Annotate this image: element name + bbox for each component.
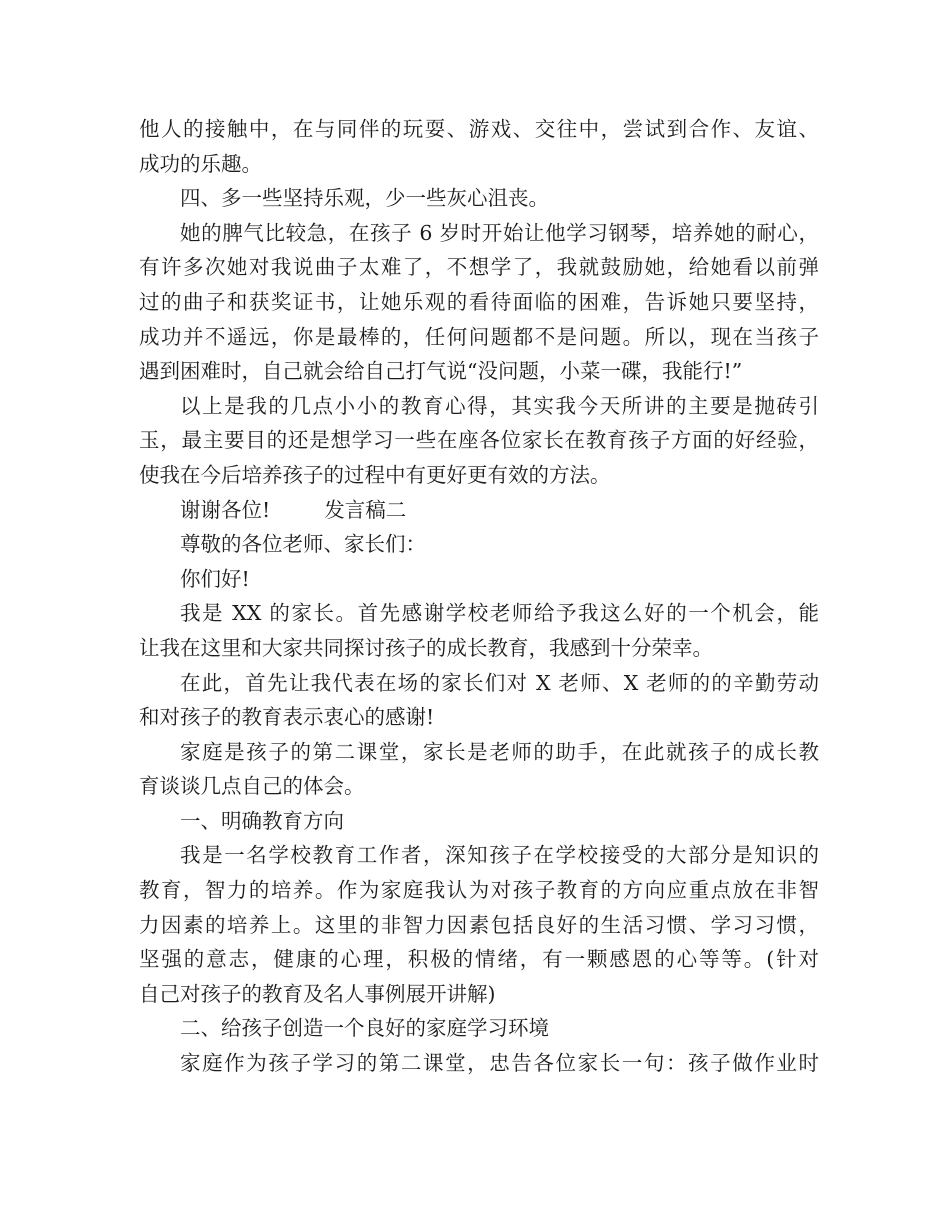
section-heading: 一、明确教育方向 — [180, 808, 344, 833]
text-line: 和对孩子的教育表示衷心的感谢! — [139, 705, 435, 730]
text-line: 育谈谈几点自己的体会。 — [139, 774, 365, 799]
text-line: 以上是我的几点小小的教育心得，其实我今天所讲的主要是抛砖引 — [180, 393, 819, 418]
text-line: 遇到困难时，自己就会给自己打气说“没问题，小菜一碟，我能行!” — [139, 359, 743, 384]
text-line: 使我在今后培养孩子的过程中有更好更有效的方法。 — [139, 462, 611, 487]
speech-two-title: 发言稿二 — [324, 497, 407, 522]
text-line: 过的曲子和获奖证书，让她乐观的看待面临的困难，告诉她只要坚持， — [139, 289, 819, 314]
text-line: 她的脾气比较急，在孩子 6 岁时开始让他学习钢琴，培养她的耐心， — [180, 220, 819, 245]
text-line: 在此，首先让我代表在场的家长们对 X 老师、X 老师的的辛勤劳动 — [180, 670, 819, 695]
greeting: 你们好! — [180, 566, 250, 591]
text-line: 自己对孩子的教育及名人事例展开讲解) — [139, 981, 496, 1006]
thanks-text: 谢谢各位! — [180, 497, 271, 522]
text-line: 他人的接触中，在与同伴的玩耍、游戏、交往中，尝试到合作、友谊、 — [139, 117, 819, 141]
text-line: 坚强的意志，健康的心理，积极的情绪，有一颗感恩的心等等。(针对 — [139, 947, 819, 972]
section-heading: 四、多一些坚持乐观，少一些灰心沮丧。 — [180, 186, 549, 211]
text-line — [139, 493, 819, 528]
text-line: 成功并不遥远，你是最棒的，任何问题都不是问题。所以，现在当孩子 — [139, 324, 819, 349]
salutation: 尊敬的各位老师、家长们： — [180, 532, 426, 557]
text-line: 成功的乐趣。 — [139, 151, 262, 176]
section-heading: 二、给孩子创造一个良好的家庭学习环境 — [180, 1016, 549, 1041]
text-line: 教育，智力的培养。作为家庭我认为对孩子教育的方向应重点放在非智 — [139, 878, 819, 903]
document-body — [139, 112, 819, 1081]
text-line: 我是一名学校教育工作者，深知孩子在学校接受的大部分是知识的 — [180, 843, 819, 868]
text-line: 让我在这里和大家共同探讨孩子的成长教育，我感到十分荣幸。 — [139, 635, 713, 660]
text-line: 家庭作为孩子学习的第二课堂，忠告各位家长一句：孩子做作业时 — [180, 1051, 819, 1076]
text-line: 有许多次她对我说曲子太难了，不想学了，我就鼓励她，给她看以前弹 — [139, 255, 819, 280]
text-line: 我是 XX 的家长。首先感谢学校老师给予我这么好的一个机会，能 — [180, 601, 819, 626]
text-line: 家庭是孩子的第二课堂，家长是老师的助手，在此就孩子的成长教 — [180, 739, 819, 764]
text-line: 力因素的培养上。这里的非智力因素包括良好的生活习惯、学习习惯， — [139, 912, 819, 937]
text-line: 玉，最主要目的还是想学习一些在座各位家长在教育孩子方面的好经验， — [139, 428, 819, 453]
